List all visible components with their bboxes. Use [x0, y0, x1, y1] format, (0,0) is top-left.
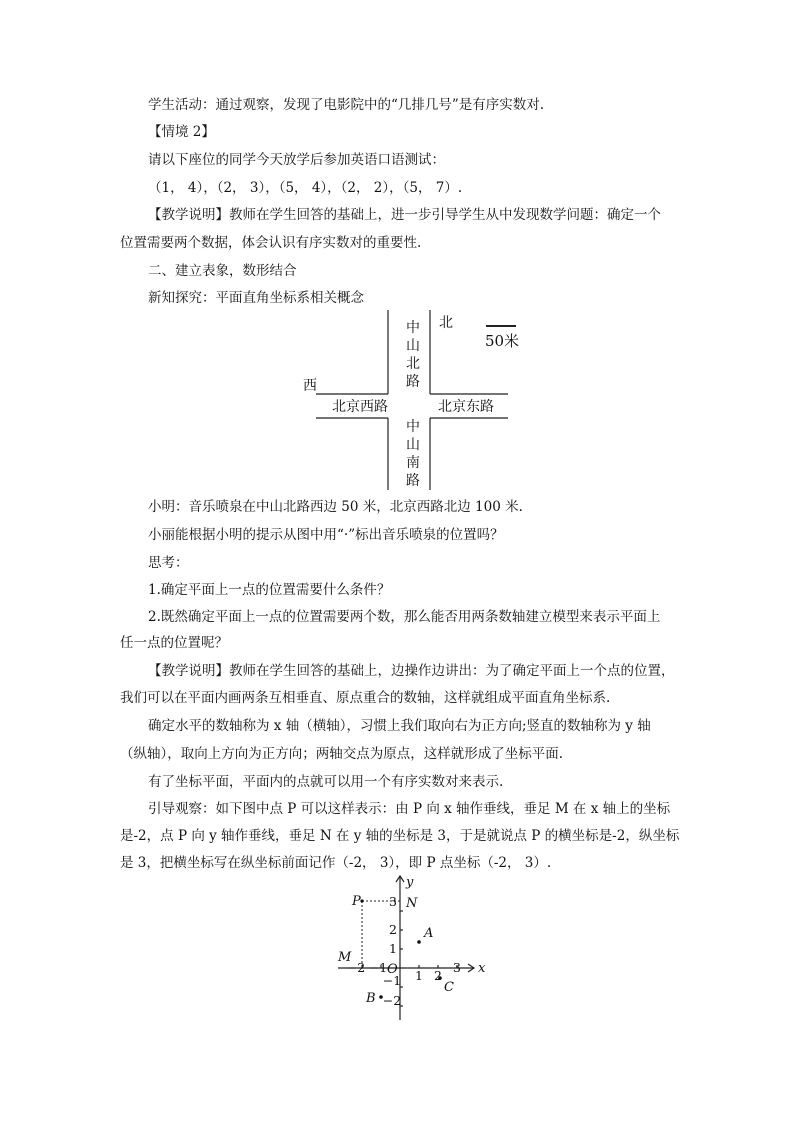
text-line: 1.确定平面上一点的位置需要什么条件？ [148, 582, 391, 598]
y-tick-label: 2 [389, 922, 397, 937]
text-line: 是-2，点 P 向 y 轴作垂线，垂足 N 在 y 轴的坐标是 3，于是就说点 P 的横坐标是-2，纵坐标 [120, 828, 680, 844]
text-line: 引导观察：如下图中点 P 可以这样表示：由 P 向 x 轴作垂线，垂足 M 在 x 轴上的坐标 [148, 801, 671, 817]
north-road-char: 山 [406, 338, 420, 354]
text-line: 有了坐标平面，平面内的点就可以用一个有序实数对来表示. [148, 774, 504, 790]
y-axis-label: y [406, 875, 414, 890]
y-tick-label: 1 [389, 941, 397, 956]
road-map-figure [296, 310, 536, 490]
text-line: 新知探究：平面直角坐标系相关概念 [148, 290, 364, 306]
text-line: （纵轴），取向上方向为正方向；两轴交点为原点，这样就形成了坐标平面. [120, 746, 564, 762]
text-line: 小明：音乐喷泉在中山北路西边 50 米，北京西路北边 100 米. [148, 499, 523, 515]
y-tick-label: 3 [389, 894, 397, 909]
south-road-char: 中 [406, 419, 420, 435]
north-label: 北 [439, 315, 453, 331]
text-line: 任一点的位置呢？ [120, 635, 228, 651]
text-line: 【情境 2】 [148, 124, 215, 140]
x-tick-label: −1 [368, 960, 388, 975]
point-a [417, 940, 421, 944]
west-label: 西 [303, 378, 317, 394]
text-line: 2.既然确定平面上一点的位置需要两个数，那么能否用两条数轴建立模型来表示平面上 [148, 609, 661, 625]
x-axis-label: x [478, 961, 486, 976]
label-p: P [352, 894, 361, 909]
y-tick-label: −2 [382, 993, 402, 1008]
text-line: （1， 4），（2， 3），（5， 4），（2， 2），（5， 7）. [148, 180, 463, 196]
south-road-char: 南 [406, 455, 420, 471]
east-road-label: 北京东路 [438, 399, 494, 415]
text-line: 我们可以在平面内画两条互相垂直、原点重合的数轴，这样就组成平面直角坐标系. [120, 690, 611, 706]
text-line: 请以下座位的同学今天放学后参加英语口语测试： [148, 152, 445, 168]
text-line: 思考： [148, 555, 189, 571]
coordinate-plane-figure [332, 872, 492, 1022]
x-tick-label: 3 [453, 960, 461, 975]
text-line: 【教学说明】教师在学生回答的基础上，边操作边讲出：为了确定平面上一个点的位置， [148, 663, 675, 679]
north-road-char: 路 [406, 374, 420, 390]
label-b: B [366, 991, 376, 1006]
text-line: 是 3，把横坐标写在纵坐标前面记作（-2， 3），即 P 点坐标（-2， 3）. [120, 855, 552, 871]
point-p [360, 899, 363, 902]
x-tick-label: −2 [346, 960, 366, 975]
south-road-char: 山 [406, 437, 420, 453]
label-a: A [424, 926, 434, 941]
label-n: N [406, 896, 418, 911]
text-line: 确定水平的数轴称为 x 轴（横轴），习惯上我们取向右为正方向;竖直的数轴称为 y 轴 [148, 718, 651, 734]
text-line: 小丽能根据小明的提示从图中用“·”标出音乐喷泉的位置吗？ [148, 527, 504, 543]
label-c: C [444, 980, 454, 995]
origin-label: O [387, 962, 398, 977]
x-tick-label: 1 [415, 968, 423, 983]
text-line: 【教学说明】教师在学生回答的基础上，进一步引导学生从中发现数学问题：确定一个 [148, 207, 661, 223]
text-line: 学生活动：通过观察，发现了电影院中的“几排几号”是有序实数对. [148, 97, 545, 113]
x-tick-label: 2 [434, 968, 442, 983]
north-road-char: 北 [406, 356, 420, 372]
section-heading: 二、建立表象，数形结合 [148, 263, 297, 279]
text-line: 位置需要两个数据，体会认识有序实数对的重要性. [120, 235, 422, 251]
label-m: M [338, 950, 352, 965]
y-tick-label: −1 [382, 973, 402, 988]
south-road-char: 路 [406, 473, 420, 489]
scale-label: 50米 [484, 332, 520, 350]
west-road-label: 北京西路 [332, 399, 388, 415]
north-road-char: 中 [406, 320, 420, 336]
